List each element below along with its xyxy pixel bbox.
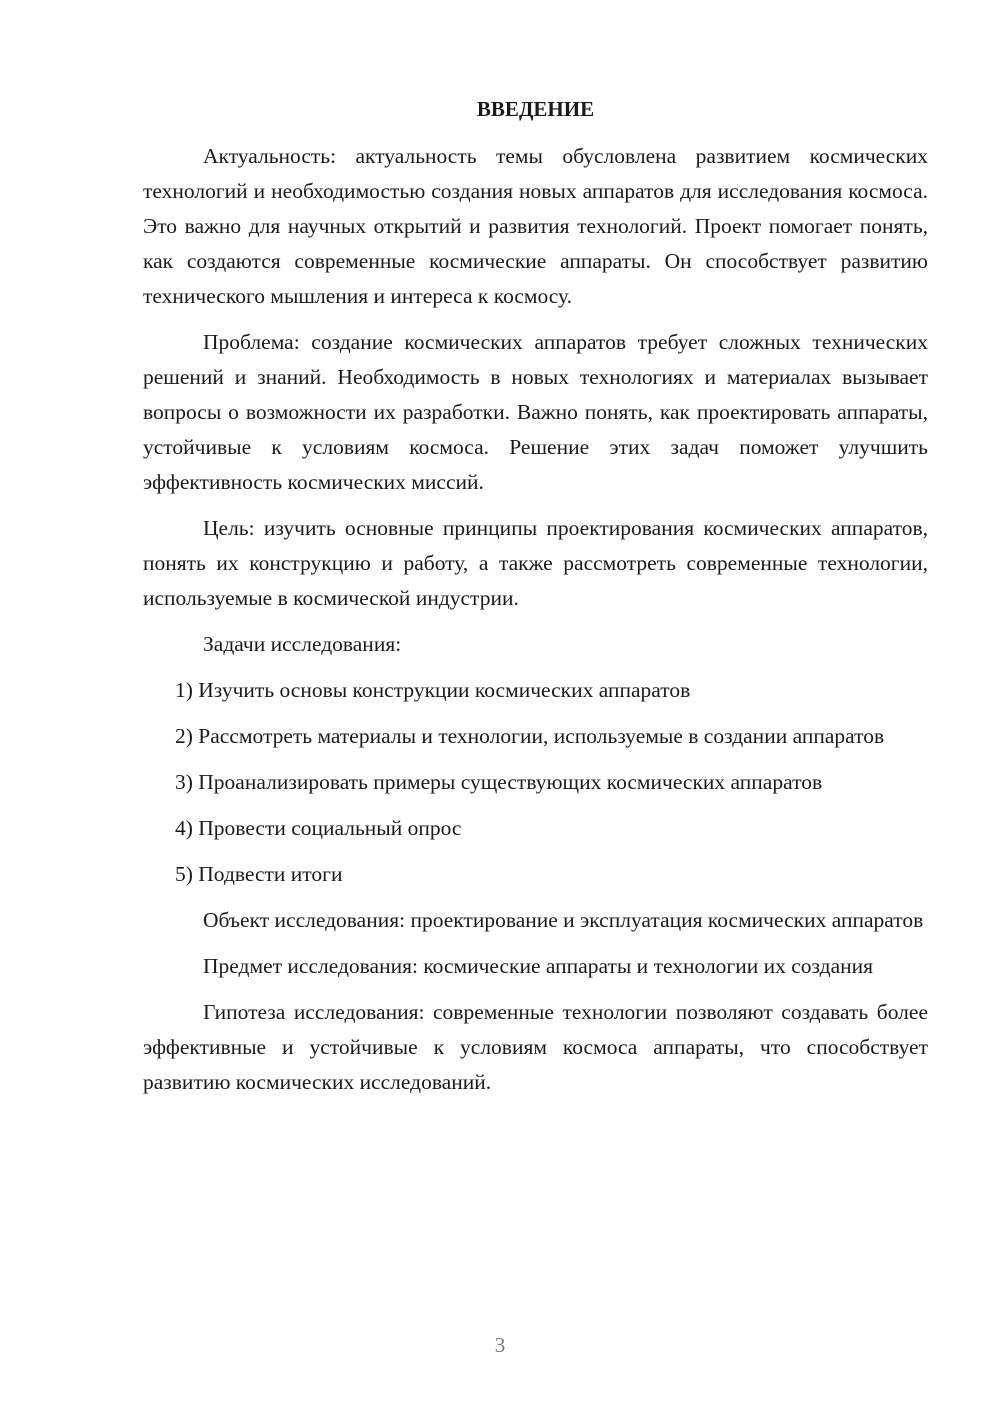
task-item-3: 3) Проанализировать примеры существующих космических аппаратов: [175, 770, 823, 794]
paragraph-object: Объект исследования: проектирование и эксплуатация космических аппаратов: [203, 908, 924, 932]
task-item-2: 2) Рассмотреть материалы и технологии, используемые в создании аппаратов: [175, 724, 885, 748]
paragraph-hypothesis: Гипотеза исследования: современные технологии позволяют создавать более эффективные и устойчивые к условиям космоса аппараты, что способствует развитию космических исследований.: [143, 1000, 928, 1094]
paragraph-tasks-heading: Задачи исследования:: [203, 632, 402, 656]
paragraph-relevance: Актуальность: актуальность темы обусловлена развитием космических технологий и необходимостью создания новых аппаратов для исследования космоса. Это важно для научных открытий и развития технологий. Проект помогает понять, как создаются современные космические аппараты. Он способствует развитию технического мышления и интереса к космосу.: [143, 144, 928, 308]
task-item-1: 1) Изучить основы конструкции космических аппаратов: [175, 678, 691, 702]
task-item-4: 4) Провести социальный опрос: [175, 816, 462, 840]
document-page: [143, 92, 928, 1111]
page-title: ВВЕДЕНИЕ: [476, 97, 595, 121]
paragraph-subject: Предмет исследования: космические аппараты и технологии их создания: [203, 954, 874, 978]
paragraph-goal: Цель: изучить основные принципы проектирования космических аппаратов, понять их конструкцию и работу, а также рассмотреть современные технологии, используемые в космической индустрии.: [143, 516, 928, 610]
task-item-5: 5) Подвести итоги: [175, 862, 343, 886]
paragraph-problem: Проблема: создание космических аппаратов требует сложных технических решений и знаний. Необходимость в новых технологиях и материалах вызывает вопросы о возможности их разработки. Важно понять, как проектировать аппараты, устойчивые к условиям космоса. Решение этих задач поможет улучшить эффективность космических миссий.: [143, 330, 928, 494]
page-number: 3: [494, 1333, 506, 1357]
